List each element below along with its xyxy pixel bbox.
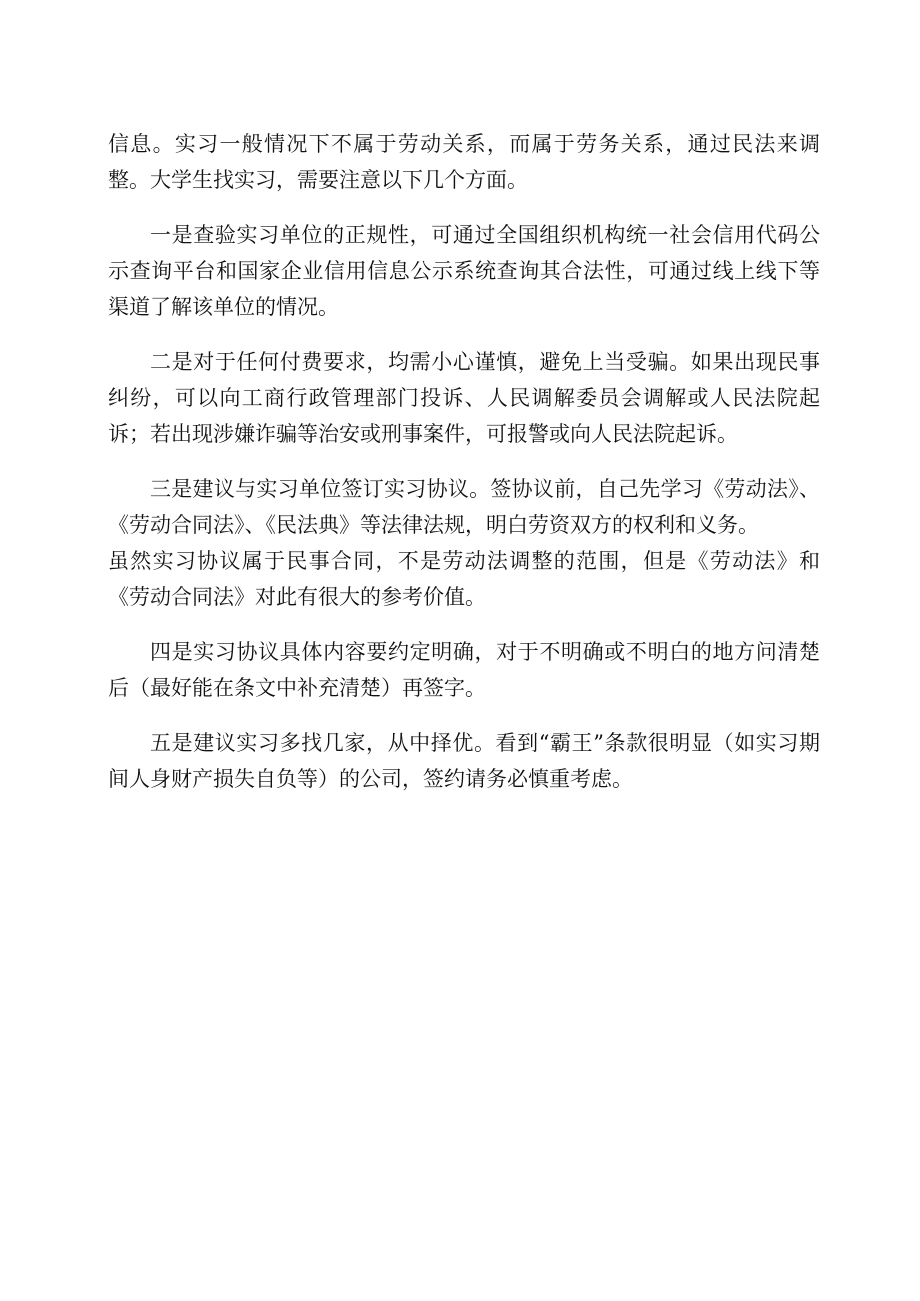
paragraph-point-five: 五是建议实习多找几家，从中择优。看到“霸王”条款很明显（如实习期间人身财产损失自负等）的公司，签约请务必慎重考虑。	[108, 731, 820, 791]
paragraph-point-two: 二是对于任何付费要求，均需小心谨慎，避免上当受骗。如果出现民事纠纷，可以向工商行政管理部门投诉、人民调解委员会调解或人民法院起诉；若出现涉嫌诈骗等治安或刑事案件，可报警或向人民法院起诉。	[108, 350, 820, 446]
paragraph-point-three: 三是建议与实习单位签订实习协议。签协议前，自己先学习《劳动法》、《劳动合同法》、《民法典》等法律法规，明白劳资双方的权利和义务。	[108, 477, 820, 537]
paragraph-point-four: 四是实习协议具体内容要约定明确，对于不明确或不明白的地方问清楚后（最好能在条文中补充清楚）再签字。	[108, 640, 820, 700]
document-body	[108, 126, 820, 816]
paragraph-point-one: 一是查验实习单位的正规性，可通过全国组织机构统一社会信用代码公示查询平台和国家企业信用信息公示系统查询其合法性，可通过线上线下等渠道了解该单位的情况。	[108, 223, 820, 319]
paragraph-intro-continuation: 信息。实习一般情况下不属于劳动关系，而属于劳务关系，通过民法来调整。大学生找实习，需要注意以下几个方面。	[108, 132, 820, 192]
paragraph-point-three-continued: 虽然实习协议属于民事合同，不是劳动法调整的范围，但是《劳动法》和《劳动合同法》对此有很大的参考价值。	[108, 549, 820, 609]
